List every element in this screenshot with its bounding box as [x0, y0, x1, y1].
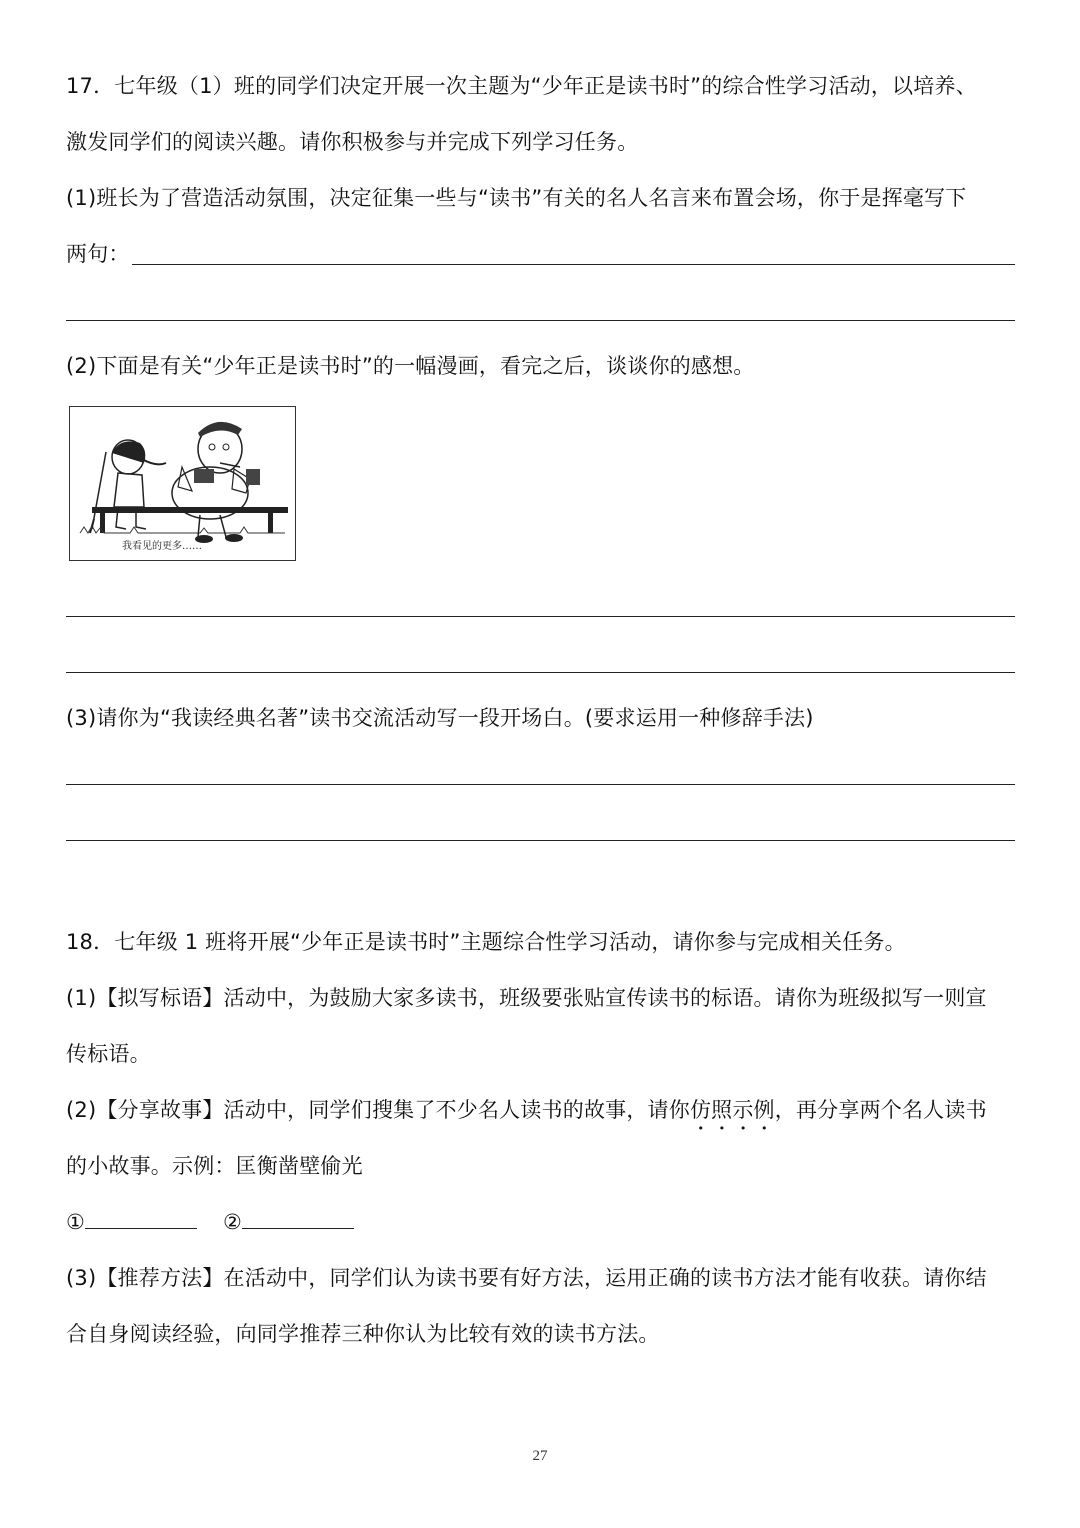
- blank2-label: ②: [223, 1210, 243, 1234]
- q18-part3-line1: (3)【推荐方法】在活动中，同学们认为读书要有好方法，运用正确的读书方法才能有收获。请你结: [66, 1266, 987, 1290]
- blank1-line[interactable]: [85, 1208, 197, 1229]
- page-number: 27: [532, 1448, 548, 1464]
- q17-part3-answer-line-1[interactable]: [66, 784, 1015, 785]
- q18-part2-text-a: (2)【分享故事】活动中，同学们搜集了不少名人读书的故事，请你: [66, 1098, 690, 1122]
- q17-part2-answer-line-1[interactable]: [66, 616, 1015, 617]
- cartoon-image: [69, 406, 296, 561]
- q17-part1-line2: 两句：: [66, 242, 130, 266]
- q17-part3-answer-line-2[interactable]: [66, 840, 1015, 841]
- q18-part2-line2: 的小故事。示例：匡衡凿壁偷光: [66, 1154, 363, 1178]
- q18-part1-line2: 传标语。: [66, 1042, 151, 1066]
- q18-part3-line2: 合自身阅读经验，向同学推荐三种你认为比较有效的读书方法。: [66, 1322, 660, 1346]
- q18-stem: 18．七年级 1 班将开展“少年正是读书时”主题综合性学习活动，请你参与完成相关任务。: [66, 930, 906, 954]
- blank2-line[interactable]: [242, 1208, 354, 1229]
- q17-part3: (3)请你为“我读经典名著”读书交流活动写一段开场白。(要求运用一种修辞手法): [66, 706, 814, 730]
- q17-part2: (2)下面是有关“少年正是读书时”的一幅漫画，看完之后，谈谈你的感想。: [66, 354, 755, 378]
- q18-part2-text-c: ，再分享两个名人读书: [774, 1098, 987, 1122]
- q18-part2-blanks: [66, 1208, 354, 1236]
- q17-stem-line1: 17．七年级（1）班的同学们决定开展一次主题为“少年正是读书时”的综合性学习活动，以培养、: [66, 74, 977, 98]
- q17-part2-answer-line-2[interactable]: [66, 672, 1015, 673]
- q17-part1-answer-line-1[interactable]: [132, 264, 1015, 265]
- q17-part1-answer-line-2[interactable]: [66, 320, 1015, 321]
- q18-part2-line1: [66, 1096, 987, 1135]
- cartoon-caption: 我看见的更多……: [122, 541, 202, 552]
- q18-part1-line1: (1)【拟写标语】活动中，为鼓励大家多读书，班级要张贴宣传读书的标语。请你为班级拟写一则宣: [66, 986, 987, 1010]
- blank1-label: ①: [66, 1210, 86, 1234]
- q18-part2-emphasis: 仿照示例: [689, 1098, 775, 1122]
- q17-part1-line1: (1)班长为了营造活动氛围，决定征集一些与“读书”有关的名人名言来布置会场，你于是挥毫写下: [66, 186, 967, 210]
- q17-stem-line2: 激发同学们的阅读兴趣。请你积极参与并完成下列学习任务。: [66, 130, 639, 154]
